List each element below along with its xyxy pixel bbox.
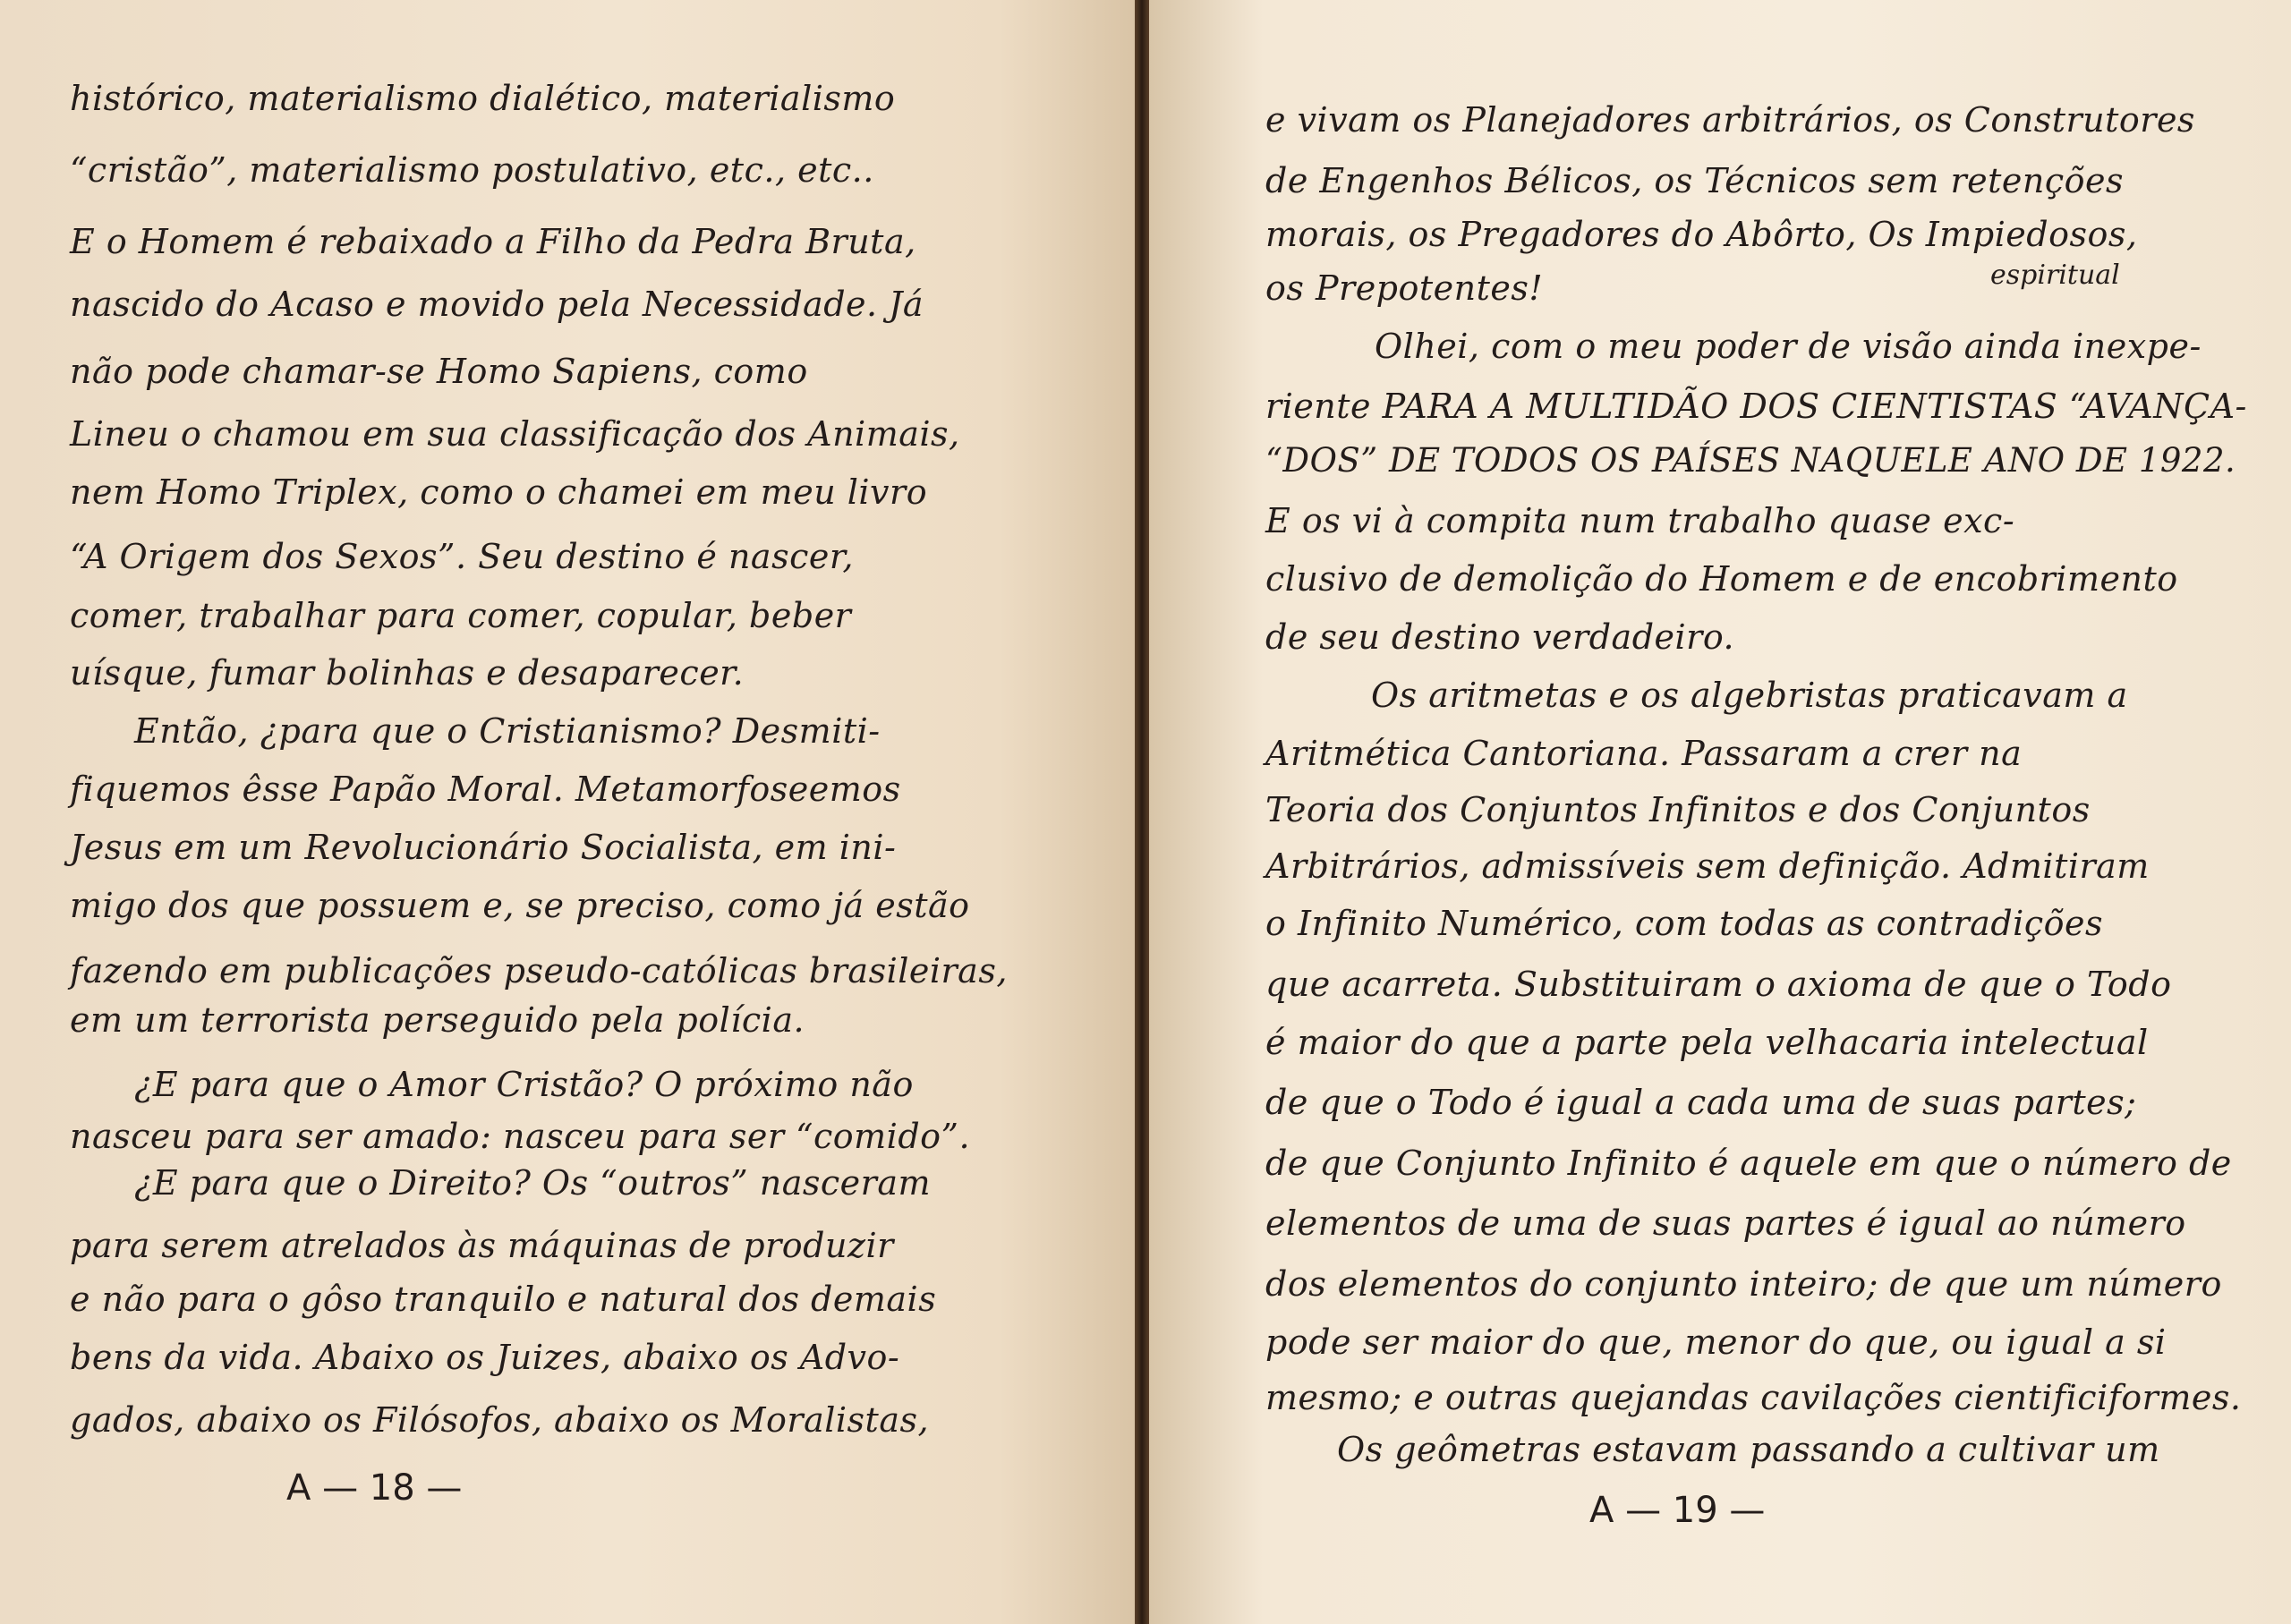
text-line: bens da vida. Abaixo os Juizes, abaixo os Advo- [70,1338,900,1377]
text-line: e não para o gôso tranquilo e natural dos demais [70,1280,937,1319]
text-line: de que Conjunto Infinito é aquele em que o número de [1265,1144,2232,1183]
text-line: morais, os Pregadores do Abôrto, Os Impiedosos, [1265,215,2138,254]
text-line: mesmo; e outras quejandas cavilações cientificiformes. [1265,1378,2242,1417]
text-line: Os geômetras estavam passando a cultivar um [1337,1430,2160,1469]
text-line: Lineu o chamou em sua classificação dos Animais, [70,414,960,454]
text-line: uísque, fumar bolinhas e desaparecer. [70,653,745,693]
text-line: Os aritmetas e os algebristas praticavam a [1371,676,2128,715]
text-line: Olhei, com o meu poder de visão ainda inexpe- [1375,327,2202,366]
book-gutter [1135,0,1149,1624]
text-line: Aritmética Cantoriana. Passaram a crer na [1265,734,2023,773]
text-line: de Engenhos Bélicos, os Técnicos sem retenções [1265,161,2124,200]
text-line: de que o Todo é igual a cada uma de suas partes; [1265,1083,2137,1122]
text-line: E os vi à compita num trabalho quase exc- [1265,501,2015,540]
text-line: para serem atrelados às máquinas de produzir [70,1226,894,1265]
text-line: em um terrorista perseguido pela polícia. [70,1000,805,1040]
text-line: não pode chamar-se Homo Sapiens, como [70,352,808,391]
text-line: “DOS” DE TODOS OS PAÍSES NAQUELE ANO DE 1922. [1265,441,2236,480]
left-page [0,0,1135,1624]
text-line: Jesus em um Revolucionário Socialista, em ini- [70,828,897,867]
text-line: e vivam os Planejadores arbitrários, os Construtores [1265,100,2195,140]
text-line: Então, ¿para que o Cristianismo? Desmiti- [134,711,881,751]
text-line: nascido do Acaso e movido pela Necessidade. Já [70,285,924,324]
text-line: fazendo em publicações pseudo-católicas brasileiras, [70,951,1008,991]
text-line: dos elementos do conjunto inteiro; de que um número [1265,1264,2222,1304]
right-page [1149,0,2291,1624]
text-line: Arbitrários, admissíveis sem definição. Admitiram [1265,846,2150,886]
text-line: histórico, materialismo dialético, materialismo [70,79,896,118]
text-line: o Infinito Numérico, com todas as contradições [1265,904,2103,943]
text-line: Teoria dos Conjuntos Infinitos e dos Conjuntos [1265,790,2091,829]
text-line: comer, trabalhar para comer, copular, beber [70,596,852,635]
text-line: ¿E para que o Direito? Os “outros” nasceram [134,1163,932,1203]
text-line: clusivo de demolição do Homem e de encobrimento [1265,559,2178,599]
text-line: nem Homo Triplex, como o chamei em meu livro [70,472,928,512]
text-line: pode ser maior do que, menor do que, ou igual a si [1265,1322,2167,1362]
page-number: A — 19 — [1589,1490,1766,1531]
text-line: de seu destino verdadeiro. [1265,617,1735,657]
text-line: “A Origem dos Sexos”. Seu destino é nascer, [70,537,854,576]
text-line: ¿E para que o Amor Cristão? O próximo não [134,1065,914,1104]
text-line: fiquemos êsse Papão Moral. Metamorfoseemos [70,769,901,809]
text-line: migo dos que possuem e, se preciso, como já estão [70,886,970,925]
text-line: “cristão”, materialismo postulativo, etc., etc.. [70,150,874,190]
text-line: é maior do que a parte pela velhacaria intelectual [1265,1023,2149,1062]
text-line: que acarreta. Substituiram o axioma de que o Todo [1265,965,2172,1004]
text-line: os Prepotentes! [1265,268,1544,308]
text-line: riente PARA A MULTIDÃO DOS CIENTISTAS “AVANÇA- [1265,387,2247,426]
text-line: nasceu para ser amado: nasceu para ser “comido”. [70,1117,971,1156]
text-line: elementos de uma de suas partes é igual ao número [1265,1203,2186,1243]
page-number: A — 18 — [286,1467,463,1509]
text-line: E o Homem é rebaixado a Filho da Pedra Bruta, [70,222,916,261]
text-line: gados, abaixo os Filósofos, abaixo os Moralistas, [70,1400,930,1440]
handwritten-insert: espiritual [1990,259,2120,291]
